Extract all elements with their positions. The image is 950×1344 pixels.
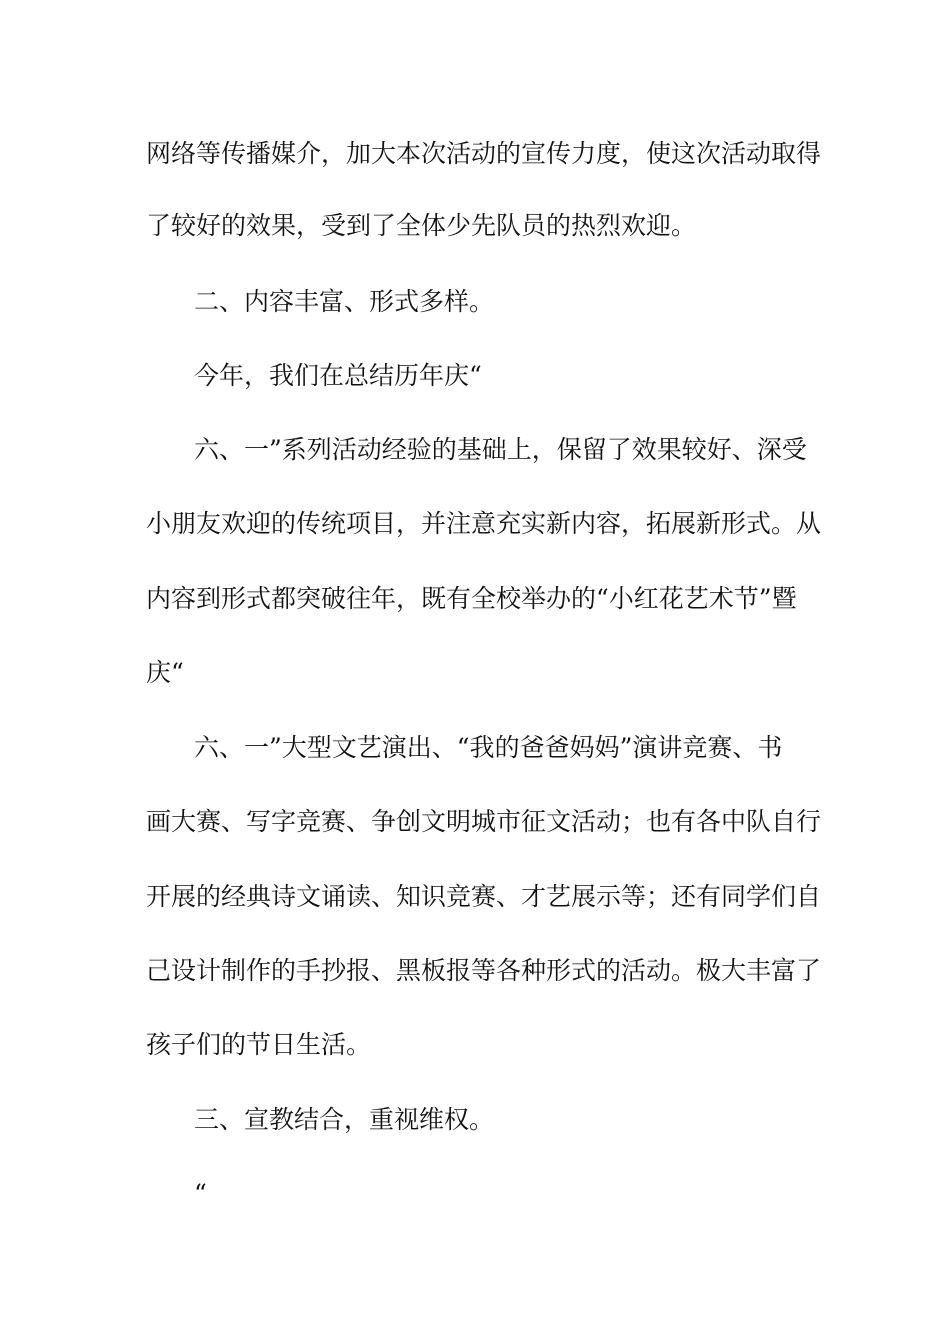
text-line-2: 了较好的效果，受到了全体少先队员的热烈欢迎。 <box>146 211 697 240</box>
text-line-1: 网络等传播媒介，加大本次活动的宣传力度，使这次活动取得 <box>146 139 822 168</box>
text-line-5: 小朋友欢迎的传统项目，并注意充实新内容，拓展新形式。从 <box>146 509 822 538</box>
text-line-3: 今年，我们在总结历年庆“ <box>194 361 482 390</box>
section-heading-2: 二、内容丰富、形式多样。 <box>194 287 495 316</box>
text-line-11: 己设计制作的手抄报、黑板报等各种形式的活动。极大丰富了 <box>146 956 822 985</box>
text-line-12: 孩子们的节日生活。 <box>146 1030 372 1059</box>
text-line-6: 内容到形式都突破往年，既有全校举办的“小红花艺术节”暨 <box>146 584 797 613</box>
text-line-7: 庆“ <box>146 658 184 687</box>
text-line-8: 六、一”大型文艺演出、“我的爸爸妈妈”演讲竞赛、书 <box>194 733 783 762</box>
text-line-9: 画大赛、写字竞赛、争创文明城市征文活动；也有各中队自行 <box>146 807 822 836</box>
text-line-13: “ <box>194 1179 207 1208</box>
text-line-4: 六、一”系列活动经验的基础上，保留了效果较好、深受 <box>194 435 807 464</box>
text-line-10: 开展的经典诗文诵读、知识竞赛、才艺展示等；还有同学们自 <box>146 882 822 911</box>
section-heading-3: 三、宣教结合，重视维权。 <box>194 1105 495 1134</box>
